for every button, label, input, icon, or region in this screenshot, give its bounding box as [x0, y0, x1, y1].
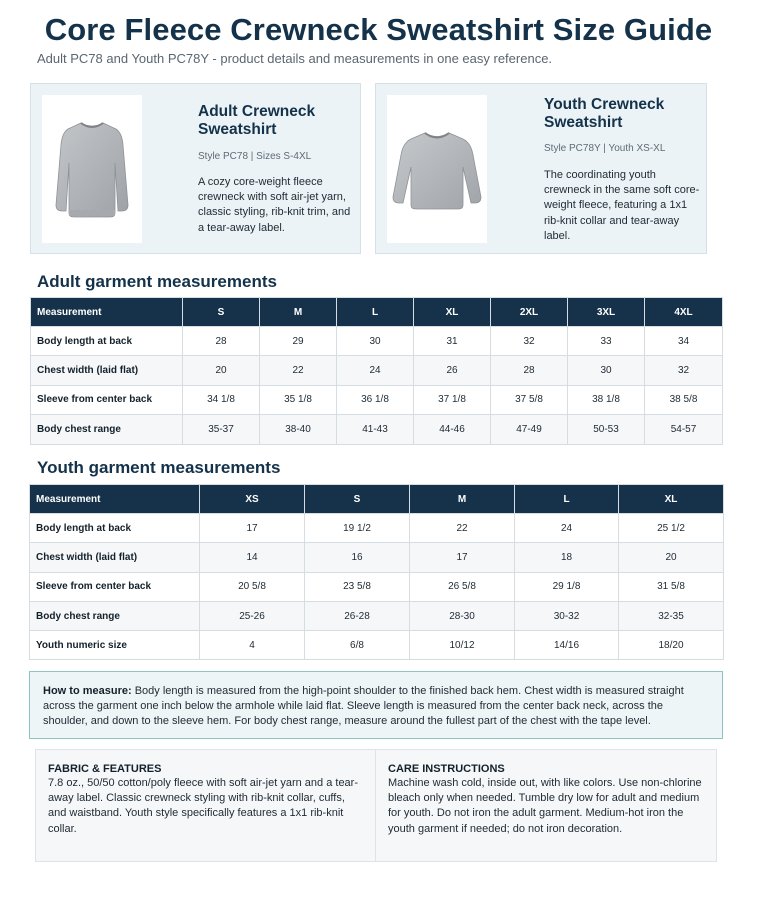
row-label: Sleeve from center back: [30, 572, 200, 601]
gray-sweatshirt-icon: [54, 117, 130, 221]
column-header: XS: [200, 485, 305, 514]
table-cell: 25 1/2: [619, 514, 724, 543]
row-label: Body chest range: [31, 415, 183, 444]
row-label: Body length at back: [31, 327, 183, 356]
fabric-features-title: FABRIC & FEATURES: [48, 763, 162, 775]
table-cell: 31 5/8: [619, 572, 724, 601]
table-cell: 32: [491, 327, 568, 356]
table-cell: 29: [260, 327, 337, 356]
table-cell: 35 1/8: [260, 385, 337, 414]
table-cell: 25-26: [200, 601, 305, 630]
table-cell: 29 1/8: [515, 572, 619, 601]
table-row: [30, 543, 724, 572]
table-cell: 23 5/8: [305, 572, 410, 601]
column-header: M: [260, 298, 337, 327]
table-cell: 18: [515, 543, 619, 572]
adult-card-description: A cozy core-weight fleece crewneck with soft air-jet yarn, classic styling, rib-knit trim, and a tear-away label.: [198, 176, 351, 234]
column-header: 2XL: [491, 298, 568, 327]
table-cell: 24: [337, 356, 414, 385]
column-header: XL: [414, 298, 491, 327]
table-cell: 26 5/8: [410, 572, 515, 601]
table-cell: 35-37: [183, 415, 260, 444]
youth-card-style: Style PC78Y | Youth XS-XL: [544, 143, 666, 154]
adult-card-title: Adult Crewneck Sweatshirt: [198, 103, 316, 138]
table-cell: 38-40: [260, 415, 337, 444]
table-cell: 37 5/8: [491, 385, 568, 414]
care-instructions-text: Machine wash cold, inside out, with like colors. Use non-chlorine bleach only when needed. Tumble dry low for adult and medium for youth. Do not iron the adult garment. Medium-hot iron the youth garment if needed; do not iron decoration.: [388, 777, 702, 835]
youth-table-title: Youth garment measurements: [37, 458, 281, 477]
table-cell: 30: [568, 356, 645, 385]
table-cell: 16: [305, 543, 410, 572]
column-header: M: [410, 485, 515, 514]
table-row: [31, 385, 723, 414]
table-row: [30, 572, 724, 601]
table-header-row: [31, 298, 723, 327]
table-cell: 26-28: [305, 601, 410, 630]
adult-measurements-table: [30, 297, 723, 445]
table-cell: 28-30: [410, 601, 515, 630]
table-cell: 38 1/8: [568, 385, 645, 414]
youth-card-description: The coordinating youth crewneck in the same soft core-weight fleece, featuring a 1x1 rib-knit collar and tear-away label.: [544, 169, 700, 242]
row-label: Chest width (laid flat): [30, 543, 200, 572]
page-subtitle: Adult PC78 and Youth PC78Y - product details and measurements in one easy reference.: [37, 51, 553, 66]
column-header: L: [337, 298, 414, 327]
table-cell: 17: [200, 514, 305, 543]
youth-card-title: Youth Crewneck Sweatshirt: [544, 96, 665, 131]
table-cell: 38 5/8: [645, 385, 723, 414]
table-cell: 34 1/8: [183, 385, 260, 414]
table-row: [31, 327, 723, 356]
gray-sweatshirt-icon: [391, 127, 483, 211]
table-cell: 22: [410, 514, 515, 543]
table-cell: 20: [183, 356, 260, 385]
adult-table-title: Adult garment measurements: [37, 272, 277, 291]
how-to-measure-text: Body length is measured from the high-point shoulder to the finished back hem. Chest width is measured straight across the garment one inch below the armhole while laid flat. Sleeve length is measured from the center back neck, across the shoulder, and down to the sleeve hem. For body chest range, measure around the fullest part of the chest with the tape level.: [43, 685, 684, 728]
fabric-features-text: 7.8 oz., 50/50 cotton/poly fleece with soft air-jet yarn and a tear-away label. Classic crewneck styling with rib-knit collar, cuffs, and waistband. Youth style specifically features a 1x1 rib-knit collar.: [48, 777, 359, 835]
table-row: [30, 601, 724, 630]
care-instructions-title: CARE INSTRUCTIONS: [388, 763, 505, 775]
youth-product-card: [375, 83, 707, 254]
table-cell: 31: [414, 327, 491, 356]
table-cell: 37 1/8: [414, 385, 491, 414]
table-cell: 32: [645, 356, 723, 385]
youth-product-image: [387, 95, 487, 243]
table-cell: 47-49: [491, 415, 568, 444]
column-header: Measurement: [31, 298, 183, 327]
table-cell: 14/16: [515, 631, 619, 660]
how-to-measure-box: [29, 671, 723, 739]
column-header: L: [515, 485, 619, 514]
care-instructions-section: [376, 750, 716, 861]
table-cell: 32-35: [619, 601, 724, 630]
row-label: Sleeve from center back: [31, 385, 183, 414]
table-cell: 20: [619, 543, 724, 572]
table-cell: 54-57: [645, 415, 723, 444]
table-row: [30, 514, 724, 543]
adult-card-style: Style PC78 | Sizes S-4XL: [198, 151, 312, 162]
table-cell: 14: [200, 543, 305, 572]
table-cell: 36 1/8: [337, 385, 414, 414]
table-cell: 10/12: [410, 631, 515, 660]
table-cell: 24: [515, 514, 619, 543]
table-cell: 28: [491, 356, 568, 385]
row-label: Chest width (laid flat): [31, 356, 183, 385]
row-label: Body chest range: [30, 601, 200, 630]
table-cell: 20 5/8: [200, 572, 305, 601]
table-row: [31, 415, 723, 444]
row-label: Body length at back: [30, 514, 200, 543]
fabric-features-section: [36, 750, 376, 861]
table-cell: 19 1/2: [305, 514, 410, 543]
table-cell: 6/8: [305, 631, 410, 660]
column-header: XL: [619, 485, 724, 514]
table-cell: 44-46: [414, 415, 491, 444]
column-header: 4XL: [645, 298, 723, 327]
table-cell: 17: [410, 543, 515, 572]
column-header: S: [183, 298, 260, 327]
table-cell: 28: [183, 327, 260, 356]
youth-measurements-table: [29, 484, 724, 660]
column-header: S: [305, 485, 410, 514]
table-cell: 30-32: [515, 601, 619, 630]
table-cell: 18/20: [619, 631, 724, 660]
table-cell: 41-43: [337, 415, 414, 444]
column-header: Measurement: [30, 485, 200, 514]
page-title: Core Fleece Crewneck Sweatshirt Size Guide: [44, 12, 713, 47]
adult-product-card: [30, 83, 361, 254]
table-cell: 30: [337, 327, 414, 356]
features-care-box: [35, 749, 717, 862]
table-row: [30, 631, 724, 660]
table-cell: 50-53: [568, 415, 645, 444]
row-label: Youth numeric size: [30, 631, 200, 660]
column-header: 3XL: [568, 298, 645, 327]
table-cell: 26: [414, 356, 491, 385]
table-cell: 22: [260, 356, 337, 385]
adult-product-image: [42, 95, 142, 243]
table-header-row: [30, 485, 724, 514]
table-row: [31, 356, 723, 385]
table-cell: 33: [568, 327, 645, 356]
table-cell: 4: [200, 631, 305, 660]
table-cell: 34: [645, 327, 723, 356]
how-to-measure-label: How to measure:: [43, 685, 132, 697]
